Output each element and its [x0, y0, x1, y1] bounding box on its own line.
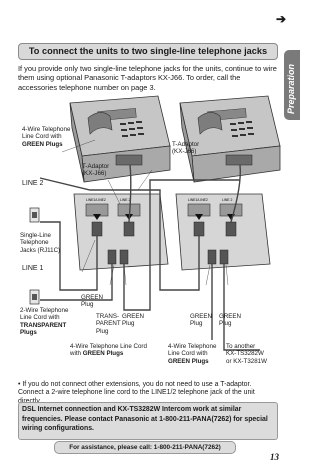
- two-wire-label: 2-Wire Telephone Line Cord with TRANSPARENT Plugs: [20, 307, 69, 337]
- green-plug-left-label: GREEN Plug: [81, 294, 104, 309]
- green-plug-right-1-label: GREEN Plug: [190, 313, 213, 328]
- jack-port-label-b: LINE 2: [120, 198, 131, 202]
- line2-label: LINE 2: [22, 180, 44, 187]
- next-page-arrow-icon: ➔: [276, 12, 287, 26]
- dsl-warning-box: DSL Internet connection and KX-TS3282W Intercom work at similar frequencies. Please contact Panasonic at 1-800-211-PANA(7262) for special wiring configurations.: [18, 402, 278, 440]
- four-wire-top-label: 4-Wire Telephone Line Cord with GREEN Plugs: [22, 126, 71, 148]
- t-adaptor-right-label: T-Adaptor (KX-J66): [172, 141, 200, 156]
- intro-paragraph: If you provide only two single-line telephone jacks for the units, continue to wire them using optional Panasonic T-adaptors KX-J66. To order, call the accessories telephone number on page 3.: [18, 64, 277, 92]
- right-phone-unit: [180, 96, 280, 182]
- line1-label: LINE 1: [22, 265, 44, 272]
- four-wire-bottom-left-label: 4-Wire Telephone Line Cord with GREEN Plugs: [70, 343, 147, 358]
- transparent-plug-label: TRANS- PARENT Plug: [96, 313, 121, 335]
- jack-port-label-a: LINE1/LINE2: [86, 198, 106, 202]
- note-paragraph: • If you do not connect other extensions, you do not need to use a T-adaptor. Connect a 2-wire telephone line cord to the LINE1/2 telephone jack of the unit: [18, 381, 255, 397]
- wall-jack-line1: [30, 290, 39, 304]
- jacks-label: Single-Line Telephone Jacks (RJ11C): [20, 232, 61, 254]
- assistance-footer: For assistance, please call: 1-800-211-PANA(7262): [54, 441, 236, 454]
- to-another-label: To another KX-TS3282W or KX-T3281W: [226, 343, 267, 365]
- jack-port-label-a-right: LINE1/LINE2: [188, 198, 208, 202]
- green-plug-right-2-label: GREEN Plug: [219, 313, 242, 328]
- jack-port-label-b-right: LINE 2: [222, 198, 233, 202]
- side-tab-label: Preparation: [286, 63, 296, 114]
- wall-jack-line2: [30, 208, 39, 222]
- section-title: To connect the units to two single-line telephone jacks: [18, 43, 278, 60]
- four-wire-bottom-right-label: 4-Wire Telephone Line Cord with GREEN Plugs: [168, 343, 217, 365]
- page-number: 13: [270, 452, 279, 462]
- t-adaptor-left-label: T-Adaptor (KX-J66): [82, 163, 110, 178]
- green-plug-mid-label: GREEN Plug: [122, 313, 145, 328]
